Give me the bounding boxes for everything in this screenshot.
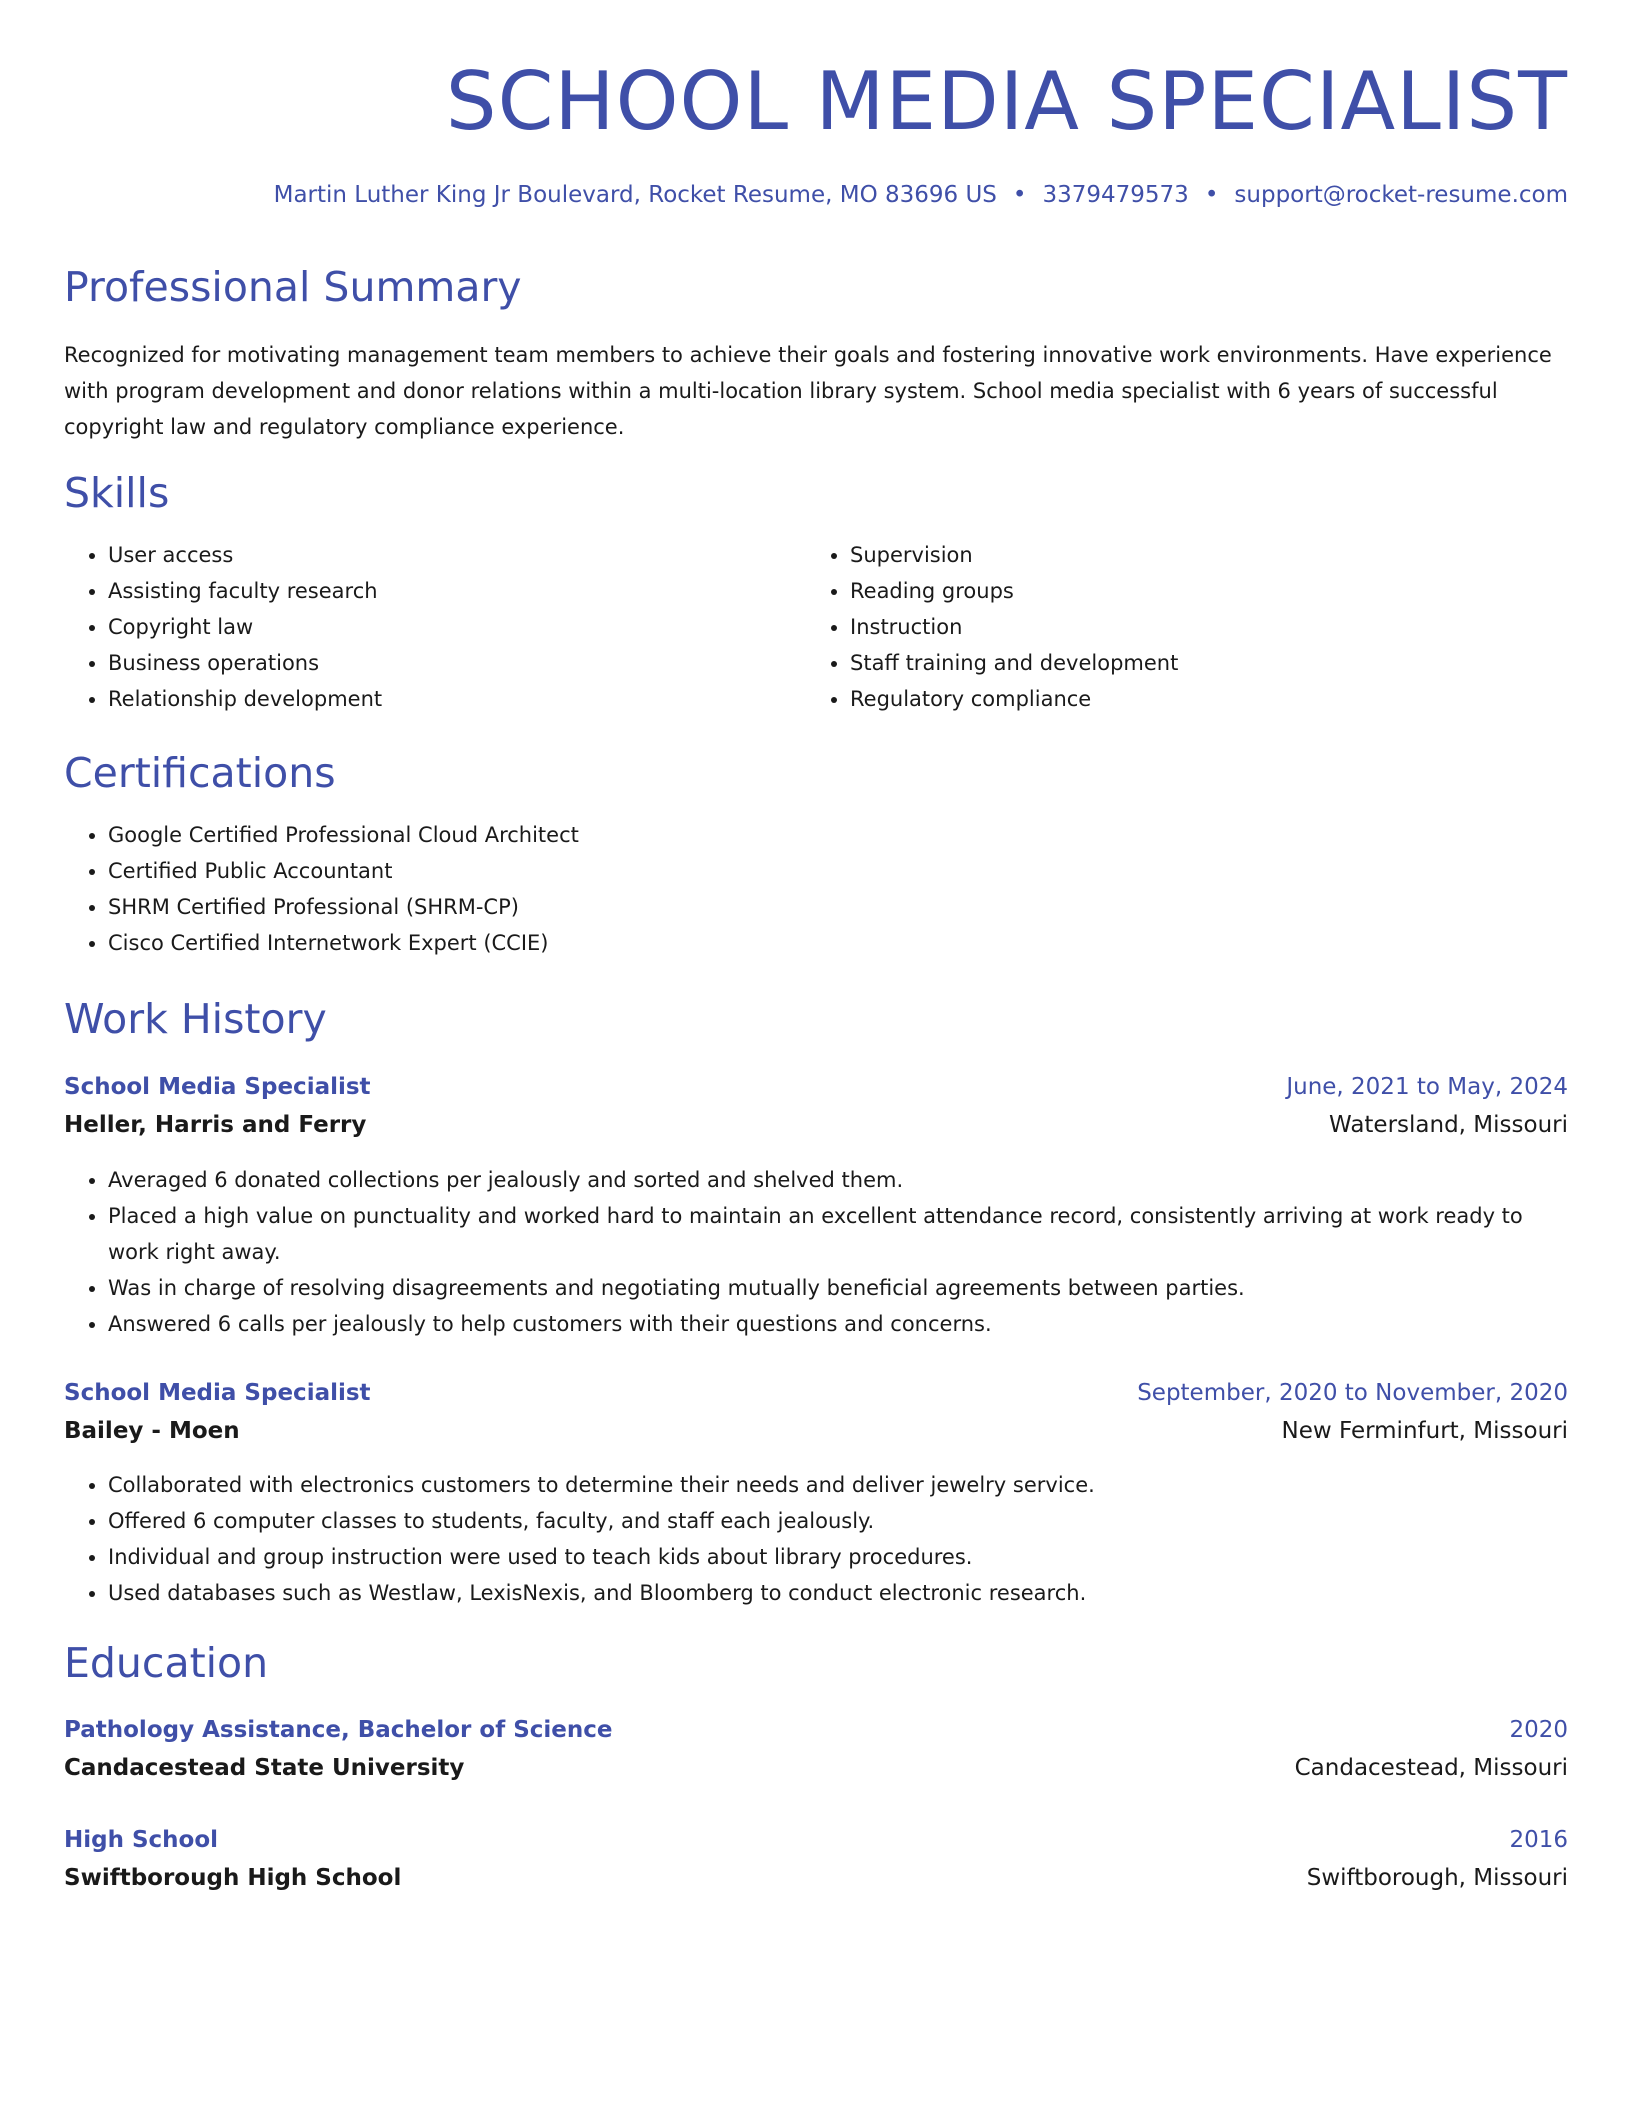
contact-separator: • xyxy=(1204,182,1219,208)
education-degree: High School xyxy=(64,1827,219,1853)
job-location: New Ferminfurt, Missouri xyxy=(1281,1418,1568,1444)
job-company-row xyxy=(64,1110,1568,1140)
skill-item: • Assisting faculty research xyxy=(108,573,798,609)
job-title: School Media Specialist xyxy=(64,1380,371,1406)
skill-item: • Instruction xyxy=(850,609,1550,645)
skill-item: • Relationship development xyxy=(108,681,798,717)
education-year: 2020 xyxy=(1509,1717,1568,1743)
resume-title: SCHOOL MEDIA SPECIALIST xyxy=(445,55,1568,148)
job-title-row xyxy=(64,1072,1568,1102)
job-bullet: • Collaborated with electronics customers to determine their needs and deliver jewelry service. xyxy=(108,1467,1568,1503)
education-heading: Education xyxy=(64,1639,269,1687)
skill-item: • Business operations xyxy=(108,645,798,681)
skill-item: • Supervision xyxy=(850,537,1550,573)
education-degree-row xyxy=(64,1825,1568,1855)
certifications-list xyxy=(64,817,1508,961)
contact-email: support@rocket-resume.com xyxy=(1234,182,1568,208)
education-location: Candacestead, Missouri xyxy=(1294,1755,1568,1781)
certification-item: • Google Certified Professional Cloud Architect xyxy=(108,817,1508,853)
skills-list-left xyxy=(64,537,798,717)
work-history-heading: Work History xyxy=(64,995,327,1043)
job-title-row xyxy=(64,1378,1568,1408)
job-company: Heller, Harris and Ferry xyxy=(64,1112,367,1138)
job-bullet: • Used databases such as Westlaw, LexisNexis, and Bloomberg to conduct electronic research. xyxy=(108,1575,1568,1611)
skills-heading: Skills xyxy=(64,469,170,517)
job-bullet: • Placed a high value on punctuality and worked hard to maintain an excellent attendance record, consistently arriving at work ready to work right away. xyxy=(108,1198,1568,1270)
summary-heading: Professional Summary xyxy=(64,263,522,311)
job-dates: September, 2020 to November, 2020 xyxy=(1137,1380,1568,1406)
skill-item: • Regulatory compliance xyxy=(850,681,1550,717)
education-school: Candacestead State University xyxy=(64,1755,465,1781)
job-bullet: • Was in charge of resolving disagreements and negotiating mutually beneficial agreements between parties. xyxy=(108,1270,1568,1306)
job-bullet: • Offered 6 computer classes to students, faculty, and staff each jealously. xyxy=(108,1503,1568,1539)
skill-item: • Reading groups xyxy=(850,573,1550,609)
contact-phone: 3379479573 xyxy=(1042,182,1189,208)
summary-text: Recognized for motivating management team members to achieve their goals and fostering innovative work environments. Have experience with program development and donor relations within a multi-location library system. School media specialist with 6 years of successful copyright law and regulatory compliance experience. xyxy=(64,343,1552,439)
education-year: 2016 xyxy=(1509,1827,1568,1853)
job-location: Watersland, Missouri xyxy=(1329,1112,1568,1138)
job-company-row xyxy=(64,1416,1568,1446)
job-bullets xyxy=(64,1162,1568,1342)
education-location: Swiftborough, Missouri xyxy=(1306,1865,1568,1891)
education-degree-row xyxy=(64,1715,1568,1745)
contact-separator: • xyxy=(1012,182,1027,208)
job-company: Bailey - Moen xyxy=(64,1418,240,1444)
certification-item: • Cisco Certified Internetwork Expert (CCIE) xyxy=(108,925,1508,961)
certification-item: • Certified Public Accountant xyxy=(108,853,1508,889)
job-title: School Media Specialist xyxy=(64,1074,371,1100)
job-bullet: • Individual and group instruction were used to teach kids about library procedures. xyxy=(108,1539,1568,1575)
education-school-row xyxy=(64,1753,1568,1783)
job-bullet: • Averaged 6 donated collections per jealously and sorted and shelved them. xyxy=(108,1162,1568,1198)
job-bullet: • Answered 6 calls per jealously to help customers with their questions and concerns. xyxy=(108,1306,1568,1342)
education-degree: Pathology Assistance, Bachelor of Science xyxy=(64,1717,613,1743)
skills-list-right xyxy=(806,537,1550,717)
skill-item: • Staff training and development xyxy=(850,645,1550,681)
certification-item: • SHRM Certified Professional (SHRM-CP) xyxy=(108,889,1508,925)
contact-line xyxy=(274,180,1568,210)
education-school: Swiftborough High School xyxy=(64,1865,402,1891)
education-school-row xyxy=(64,1863,1568,1893)
skill-item: • User access xyxy=(108,537,798,573)
job-dates: June, 2021 to May, 2024 xyxy=(1286,1074,1568,1100)
contact-address: Martin Luther King Jr Boulevard, Rocket Resume, MO 83696 US xyxy=(273,182,997,208)
job-bullets xyxy=(64,1467,1568,1611)
skill-item: • Copyright law xyxy=(108,609,798,645)
certifications-heading: Certifications xyxy=(64,749,336,797)
